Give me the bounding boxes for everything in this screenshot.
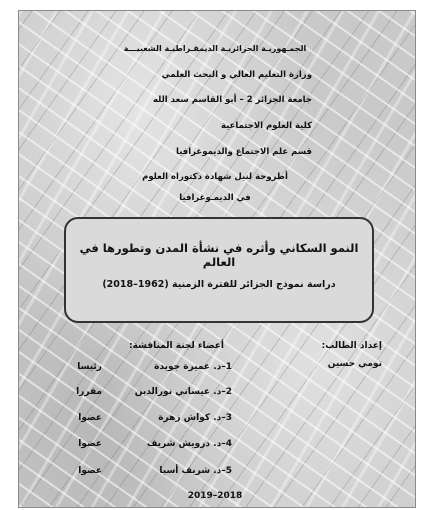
- university-line: جامعة الجزائر 2 – أبو القاسم سعد الله: [152, 95, 312, 105]
- republic-heading: الجمـهوريـة الجزائريـة الديمقـراطيـة الشعبيـــة: [123, 44, 307, 53]
- student-label: إعداد الطالب:: [321, 341, 382, 351]
- committee-member-role: عضوا: [78, 466, 102, 476]
- field-line: في الديمـوغرافيا: [179, 193, 251, 203]
- committee-member-role: عضوا: [78, 413, 102, 423]
- committee-member-name: 4–د. درويش شريف: [146, 439, 232, 449]
- committee-member-role: رئيسا: [77, 362, 102, 372]
- committee-member-name: 2–د. عيساني نورالدين: [134, 387, 232, 397]
- committee-member-role: مقررا: [76, 387, 102, 397]
- committee-member-name: 5–د. شريف أسيا: [159, 466, 232, 476]
- thesis-subtitle: دراسة نموذج الجزائر للفترة الزمنية (1962–2018): [102, 279, 336, 290]
- thesis-title-box: [64, 217, 374, 323]
- committee-member-role: عضوا: [78, 439, 102, 449]
- thesis-title: النمو السكاني وأثره في نشأة المدن وتطورها في العالم: [79, 241, 359, 269]
- committee-member-name: 3–د. كواش زهرة: [158, 413, 232, 423]
- committee-member-name: 1–د. عميرة جويدة: [154, 362, 232, 372]
- committee-label: أعضاء لجنة المناقشة:: [128, 341, 224, 351]
- department-line: قسم علم الاجتماع والديموغرافيا: [176, 147, 312, 157]
- student-name: تومي حسين: [327, 359, 382, 369]
- degree-line: أطروحة لنيل شهادة دكتوراه العلوم: [142, 172, 288, 182]
- academic-year: 2019–2018: [187, 491, 243, 501]
- faculty-line: كلية العلوم الاجتماعية: [220, 121, 312, 131]
- ministry-line: وزارة التعليم العالي و البحث العلمي: [161, 70, 312, 80]
